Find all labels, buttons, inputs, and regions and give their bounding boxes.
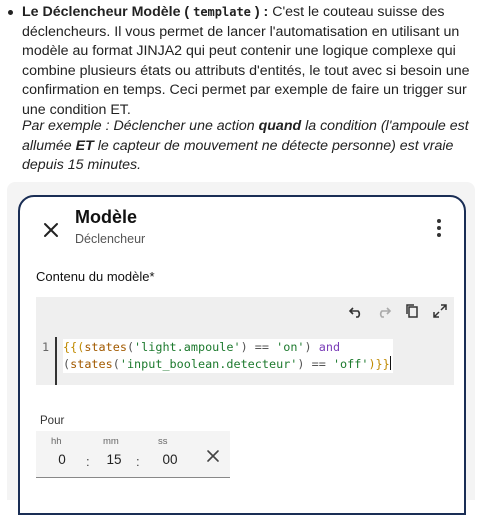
code-token: states xyxy=(84,340,127,354)
bullet-item xyxy=(8,3,478,120)
code-token: ( xyxy=(63,357,71,371)
time-separator: : xyxy=(136,454,140,469)
time-separator: : xyxy=(86,454,90,469)
gutter-divider xyxy=(55,337,57,385)
template-content-label: Contenu du modèle* xyxy=(36,269,155,284)
code-token: ( xyxy=(112,357,120,371)
bullet-title-end: ) : xyxy=(254,4,269,20)
code-token: )}} xyxy=(368,357,390,371)
close-icon xyxy=(40,219,62,241)
code-token: states xyxy=(70,357,113,371)
example-paragraph xyxy=(22,117,482,176)
code-token: {{( xyxy=(63,340,85,354)
template-trigger-dialog xyxy=(18,195,466,515)
clear-icon[interactable] xyxy=(206,449,220,463)
dialog-title: Modèle xyxy=(75,207,138,227)
copy-icon[interactable] xyxy=(404,303,420,319)
seconds-field[interactable]: 00 xyxy=(162,452,178,467)
minutes-field[interactable]: 15 xyxy=(106,452,122,467)
close-button[interactable] xyxy=(40,219,62,241)
code-editor[interactable] xyxy=(36,297,454,385)
redo-icon[interactable] xyxy=(376,303,392,319)
minutes-label: mm xyxy=(103,436,119,447)
code-token: 'light.ampoule' xyxy=(134,340,241,354)
inline-code: template xyxy=(193,5,251,19)
bullet-text xyxy=(22,3,478,120)
duration-input[interactable] xyxy=(36,431,230,478)
seconds-label: ss xyxy=(158,436,168,447)
example-bold: ET xyxy=(75,137,94,154)
bullet-title: Le Déclencheur Modèle ( xyxy=(22,4,190,20)
dialog-subtitle: Déclencheur xyxy=(75,232,146,246)
fullscreen-icon[interactable] xyxy=(432,303,448,319)
code-token: == xyxy=(304,357,333,371)
hours-label: hh xyxy=(51,436,62,447)
code-token: ) xyxy=(304,340,312,354)
undo-icon[interactable] xyxy=(348,303,364,319)
code-token: 'off' xyxy=(332,357,369,371)
code-token: ) xyxy=(297,357,305,371)
example-text: Par exemple : Déclencher une action xyxy=(22,118,259,134)
bullet-body: C'est le couteau suisse des déclencheurs. Il vous permet de lancer l'automatisation en utilisant un modèle au format JINJA2 qui peut contenir une logique complexe qui combine plusieurs états ou attributs d'entités, le tout avec si besoin une confirmation en temps. Ceci permet par exemple de faire un trigger sur une condition ET. xyxy=(22,4,470,118)
code-token: ( xyxy=(126,340,135,354)
code-token: ) xyxy=(240,340,248,354)
hours-field[interactable]: 0 xyxy=(58,452,66,467)
bullet-dot xyxy=(8,10,13,15)
code-token: and xyxy=(311,340,341,354)
example-bold: quand xyxy=(258,118,302,134)
code-token: 'input_boolean.detecteur' xyxy=(119,357,298,371)
more-vert-icon xyxy=(436,219,442,237)
line-number: 1 xyxy=(42,340,50,354)
more-menu-button[interactable] xyxy=(436,219,442,237)
code-area[interactable] xyxy=(36,337,454,385)
code-content[interactable] xyxy=(63,339,393,373)
example-text: le capteur de mouvement ne détecte personne) est vraie depuis 15 minutes. xyxy=(22,137,454,173)
duration-label: Pour xyxy=(40,415,65,427)
code-token: 'on' xyxy=(276,340,305,354)
example-text: la condition (l'ampoule est allumée xyxy=(22,118,469,154)
editor-toolbar xyxy=(348,302,448,320)
text-caret xyxy=(390,356,391,370)
code-token: == xyxy=(247,340,277,354)
